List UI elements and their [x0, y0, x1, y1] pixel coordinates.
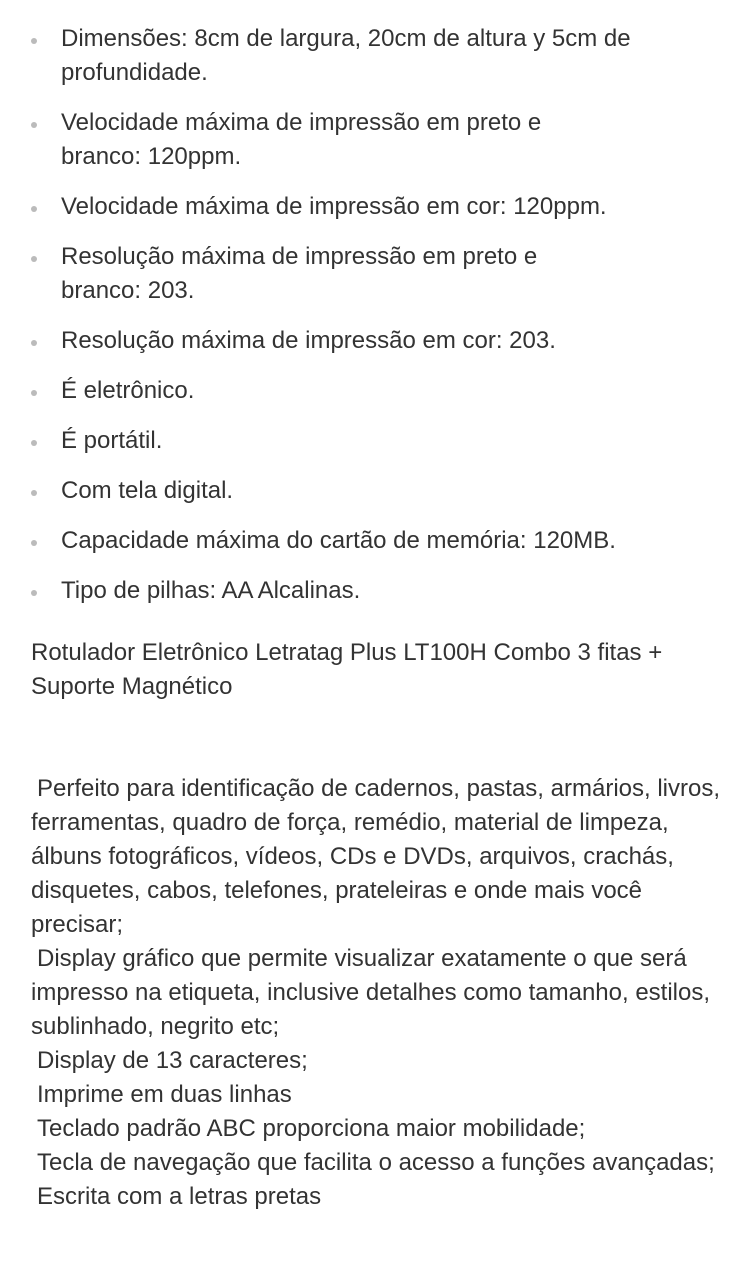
product-title: Rotulador Eletrônico Letratag Plus LT100H Combo 3 fitas + Suporte Magnético — [31, 639, 663, 700]
bullet-icon — [31, 440, 37, 446]
description-text: Imprime em duas linhas — [37, 1081, 292, 1108]
bullet-icon — [31, 122, 37, 128]
spec-text: Capacidade máxima do cartão de memória: 120MB. — [61, 527, 616, 554]
spec-item — [0, 324, 747, 358]
spec-item — [0, 106, 747, 174]
spec-text: É eletrônico. — [61, 377, 195, 404]
spec-text: Com tela digital. — [61, 477, 234, 504]
description-text: Escrita com a letras pretas — [37, 1183, 322, 1210]
bullet-icon — [31, 38, 37, 44]
bullet-icon — [31, 256, 37, 262]
description-paragraph — [31, 1146, 721, 1180]
spec-item — [0, 22, 747, 90]
description-paragraph — [31, 1112, 721, 1146]
spec-item — [0, 190, 747, 224]
spec-text: Velocidade máxima de impressão em preto e branco: 120ppm. — [61, 109, 542, 170]
bullet-icon — [31, 490, 37, 496]
product-description — [31, 772, 721, 1214]
spec-list — [0, 22, 747, 624]
bullet-icon — [31, 340, 37, 346]
description-text: Tecla de navegação que facilita o acesso a funções avançadas; — [37, 1149, 715, 1176]
description-paragraph — [31, 1044, 721, 1078]
spec-text: É portátil. — [61, 427, 163, 454]
spec-item — [0, 374, 747, 408]
bullet-icon — [31, 540, 37, 546]
description-paragraph — [31, 1180, 721, 1214]
bullet-icon — [31, 206, 37, 212]
spec-item — [0, 574, 747, 608]
spec-item — [0, 524, 747, 558]
spec-text: Dimensões: 8cm de largura, 20cm de altura y 5cm de profundidade. — [61, 25, 631, 86]
bullet-icon — [31, 390, 37, 396]
spec-text: Velocidade máxima de impressão em cor: 120ppm. — [61, 193, 607, 220]
description-paragraph — [31, 942, 721, 1044]
description-text: Teclado padrão ABC proporciona maior mobilidade; — [37, 1115, 586, 1142]
description-text: Perfeito para identificação de cadernos, pastas, armários, livros, ferramentas, quadro de força, remédio, material de limpeza, álbuns fotográficos, vídeos, CDs e DVDs, arquivos, crachás, disquetes, cabos, telefones, prateleiras e onde mais você precisar; — [31, 775, 721, 938]
spec-text: Tipo de pilhas: AA Alcalinas. — [61, 577, 361, 604]
spec-text: Resolução máxima de impressão em cor: 203. — [61, 327, 556, 354]
spec-item — [0, 424, 747, 458]
description-text: Display gráfico que permite visualizar exatamente o que será impresso na etiqueta, inclusive detalhes como tamanho, estilos, sublinhado, negrito etc; — [31, 945, 711, 1040]
bullet-icon — [31, 590, 37, 596]
description-paragraph — [31, 772, 721, 942]
spec-item — [0, 240, 747, 308]
spec-item — [0, 474, 747, 508]
description-paragraph — [31, 1078, 721, 1112]
spec-text: Resolução máxima de impressão em preto e branco: 203. — [61, 243, 538, 304]
description-text: Display de 13 caracteres; — [37, 1047, 308, 1074]
